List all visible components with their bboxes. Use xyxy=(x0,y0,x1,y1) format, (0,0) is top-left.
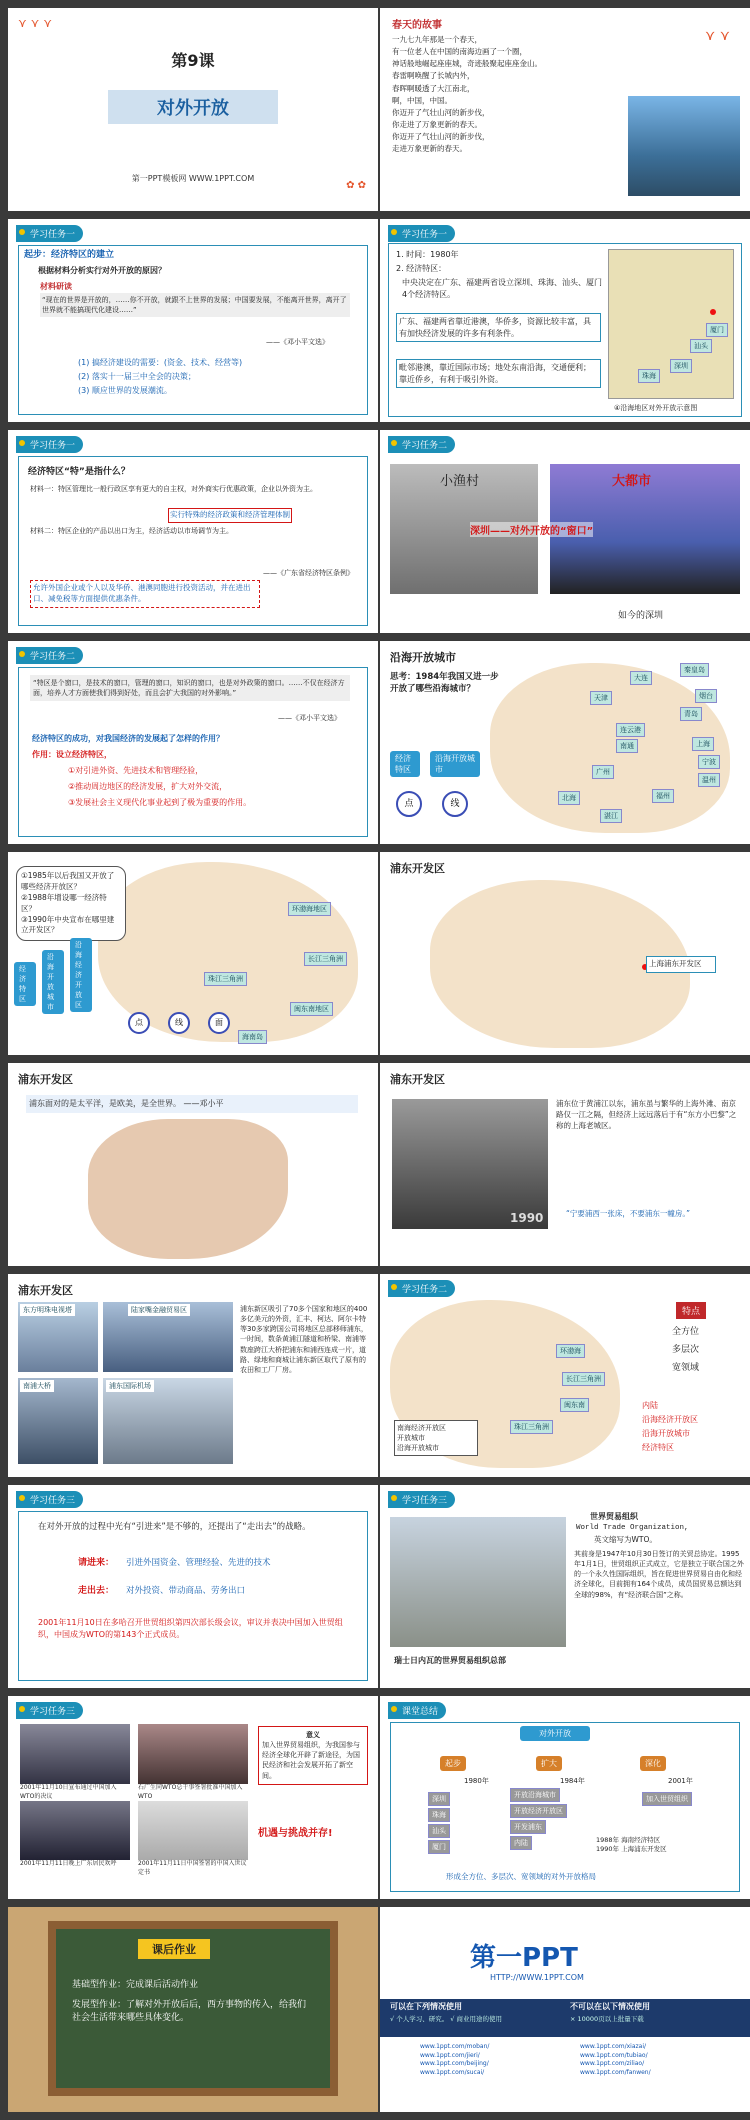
wto-name-en: World Trade Organization, xyxy=(576,1524,689,1532)
photo-caption: 石广生同WTO总干事签署批准中国加入WTO xyxy=(138,1784,248,1801)
go-out-text: 对外投资、带动商品、劳务出口 xyxy=(126,1586,246,1596)
slide-spring-story xyxy=(380,8,750,211)
lesson-number: 第9课 xyxy=(171,51,215,70)
region-label: 闽东南地区 xyxy=(290,1002,333,1016)
slide-expand xyxy=(8,852,378,1055)
slide-role xyxy=(8,641,378,844)
go-out-label: 走出去： xyxy=(78,1586,115,1596)
coastal-tag: 沿海开放城市 xyxy=(430,751,480,777)
region-label: 闽东南 xyxy=(560,1398,589,1412)
slide-coastal-cities xyxy=(380,641,750,844)
city-label: 天津 xyxy=(590,691,612,705)
photo-caption: 2001年11月11日中国签署的中国入世议定书 xyxy=(138,1860,247,1876)
poem-text: 一九七九年那是一个春天， 有一位老人在中国的南海边画了一个圈， 神话般地崛起座座城，奇迹般聚起座座金山。 春雷啊唤醒了长城内外， 春晖啊暖透了大江南北， 啊，中国，中国。 你迈开了气壮山河的新步伐， 你走进了万象更新的春天。 你迈开了气壮山河的新步伐， 走进万象更新的春天。 xyxy=(392,35,542,154)
slide-heading: 浦东开发区 xyxy=(390,862,445,875)
material-source: ——《广东省经济特区条例》 xyxy=(263,569,354,577)
slide-wto xyxy=(380,1485,750,1688)
city-label: 福州 xyxy=(652,789,674,803)
area-node: 面 xyxy=(208,1012,230,1034)
material-title: 材料研读 xyxy=(40,282,72,291)
stage-node: 深化 xyxy=(640,1756,666,1771)
expand-node: 内陆 xyxy=(510,1836,532,1850)
slide-sez xyxy=(380,219,750,422)
feature-tag: 特点 xyxy=(676,1302,706,1319)
pudong-now-desc: 浦东新区吸引了70多个国家和地区的400多亿美元的外资，汇丰、柯达、阿尔卡特等30多家跨国公司将地区总部移师浦东，一时间，数条黄浦江隧道和桥梁、南浦等数座跨江大桥把浦东和浦西连成一片，道路、绿地和商城让浦东新区取代了原有的农田和工厂厂房。 xyxy=(240,1305,368,1374)
stage-node: 起步 xyxy=(440,1756,466,1771)
photo-tag: 东方明珠电视塔 xyxy=(20,1304,75,1316)
city-label: 大连 xyxy=(630,671,652,685)
region-label: 长江三角洲 xyxy=(304,952,347,966)
city-label: 汕头 xyxy=(690,339,712,353)
sez-desc: 中央决定在广东、福建两省设立深圳、珠海、汕头、厦门4个经济特区。 xyxy=(402,278,602,299)
window-banner: 深圳——对外开放的“窗口” xyxy=(470,522,593,537)
slide-heading: 浦东开发区 xyxy=(18,1284,73,1297)
bird-icon: ⋎ ⋎ xyxy=(705,28,730,44)
photo-caption: 2001年11月10日宣布通过中国加入WTO的决议 xyxy=(20,1784,130,1801)
slide-homework xyxy=(8,1907,378,2112)
sez-reason: 广东、福建两省靠近港澳，华侨多，资源比较丰富，具有加快经济发展的许多有利条件。 xyxy=(396,313,601,342)
folk-saying: “宁要浦西一张床，不要浦东一幢房。” xyxy=(566,1209,691,1218)
task-badge: 学习任务三 xyxy=(388,1491,455,1508)
village-label: 小渔村 xyxy=(440,474,480,489)
sez-node: 珠海 xyxy=(428,1808,450,1822)
sez-tag: 经济特区 xyxy=(390,751,420,777)
role-point: ②推动周边地区的经济发展，扩大对外交流， xyxy=(68,782,228,791)
meaning-box: 意义 加入世界贸易组织，为我国参与经济全球化开辟了新途径，为国民经济和社会发展开拓了新空间。 xyxy=(258,1726,368,1785)
city-label: 连云港 xyxy=(616,723,645,737)
year-label: 1990 xyxy=(510,1211,544,1225)
quote-source: ——《邓小平文选》 xyxy=(278,714,341,722)
city-label: 上海 xyxy=(692,737,714,751)
region-label: 珠江三角洲 xyxy=(204,972,247,986)
photo-tag: 南浦大桥 xyxy=(20,1380,54,1392)
pudong-label: 上海浦东开发区 xyxy=(646,956,716,973)
link-list: www.1ppt.com/xiazai/ www.1ppt.com/tubiao/ www.1ppt.com/ziliao/ www.1ppt.com/fanwen/ xyxy=(580,2043,651,2077)
reason-1: (1) 搞经济建设的需要：(资金、技术、经营等) xyxy=(78,358,243,367)
photo xyxy=(138,1800,248,1860)
year-label: 1984年 xyxy=(560,1777,585,1785)
slide-going-out xyxy=(8,1485,378,1688)
photo-caption: 2001年11月11日晚上广东居民欢呼 xyxy=(20,1860,130,1869)
wto-building-photo xyxy=(390,1517,566,1647)
bring-in-text: 引进外国资金、管理经验、先进的技术 xyxy=(126,1558,271,1568)
role-heading: 作用：设立经济特区， xyxy=(32,750,112,759)
slide-summary xyxy=(380,1696,750,1899)
reason-2: (2) 落实十一届三中全会的决策； xyxy=(78,372,196,381)
trait: 多层次 xyxy=(672,1345,700,1355)
slide-heading: 沿海开放城市 xyxy=(390,651,456,664)
root-node: 对外开放 xyxy=(520,1726,590,1741)
slide-heading: 浦东开发区 xyxy=(18,1073,73,1086)
photo-tag: 浦东国际机场 xyxy=(106,1380,154,1392)
poem-heading: 春天的故事 xyxy=(392,20,442,31)
task-badge: 学习任务三 xyxy=(16,1491,83,1508)
map-legend: 南海经济开放区 开放城市 沿海开放城市 xyxy=(394,1420,478,1456)
task-badge: 学习任务一 xyxy=(388,225,455,242)
region-label: 海南岛 xyxy=(238,1030,267,1044)
material-text: “现在的世界是开放的，……你不开放，就跟不上世界的发展；中国要发展，不能离开世界，离开了世界就不能搞现代化建设……” xyxy=(40,293,350,317)
intro: 在对外开放的过程中光有“引进来”是不够的，还提出了“走出去”的战略。 xyxy=(38,1522,311,1532)
city-skyline-photo xyxy=(628,96,740,196)
city-label: 南通 xyxy=(616,739,638,753)
sez-node: 深圳 xyxy=(428,1792,450,1806)
summary-text: 形成全方位、多层次、宽领域的对外开放格局 xyxy=(446,1872,596,1881)
old-pudong-photo xyxy=(392,1099,548,1229)
city-label: 温州 xyxy=(698,773,720,787)
allowed-title: 可以在下列情况使用 xyxy=(390,2002,462,2011)
task-badge: 学习任务二 xyxy=(388,436,455,453)
deepen-node: 加入世贸组织 xyxy=(642,1792,692,1806)
year-label: 1980年 xyxy=(464,1777,489,1785)
stage-node: 扩大 xyxy=(536,1756,562,1771)
zone-tag: 沿海经济开放区 xyxy=(70,938,92,1012)
photo-tag: 陆家嘴金融贸易区 xyxy=(128,1304,190,1316)
homework-extended: 发展型作业：了解对外开放后后，西方事物的传入，给我们社会生活带来哪些具体变化。 xyxy=(72,2000,307,2024)
slide-special xyxy=(8,430,378,633)
trait: 全方位 xyxy=(672,1327,700,1337)
start-heading: 起步：经济特区的建立 xyxy=(24,250,115,260)
homework-basic: 基础型作业：完成课后活动作业 xyxy=(72,1980,199,1990)
slide-title xyxy=(8,8,378,211)
slide-origin xyxy=(8,219,378,422)
role-point: ③发展社会主义现代化事业起到了极为重要的作用。 xyxy=(68,798,252,807)
city-marker xyxy=(710,309,716,315)
expand-node: 开放经济开放区 xyxy=(510,1804,567,1818)
question-bubble: ①1985年以后我国又开放了哪些经济开放区？ ②1988年增设哪一经济特区？ ③1990年中央宣布在哪里建立开发区？ xyxy=(16,866,126,941)
task-badge: 学习任务三 xyxy=(16,1702,83,1719)
pudong-desc: 浦东位于黄浦江以东，浦东虽与繁华的上海外滩、南京路仅一江之隔，但经济上远远落后于有“东方小巴黎”之称的上海老城区。 xyxy=(556,1099,737,1130)
city-label: 厦门 xyxy=(706,323,728,337)
allowed-text: √ 个人学习、研究。 √ 商业用途的使用 xyxy=(390,2015,502,2023)
wto-desc: 其前身是1947年10月30日签订的关贸总协定。1995年1月1日，世贸组织正式成立，它是独立于联合国之外的一个永久性国际组织，旨在促进世界贸易自由化和经济全球化，目前拥有164个成员，成员国贸易总额达到全球的98%，有“经济联合国”之称。 xyxy=(574,1550,744,1599)
map-caption: ④沿海地区对外开放示意图 xyxy=(614,404,698,412)
photo xyxy=(20,1800,130,1860)
sez-label: 2. 经济特区： xyxy=(396,264,447,273)
bird-icon: ⋎ ⋎ ⋎ xyxy=(18,16,52,30)
region-label: 环渤海地区 xyxy=(288,902,331,916)
expand-node: 开发浦东 xyxy=(510,1820,546,1834)
role-point: ①对引进外资、先进技术和管理经验， xyxy=(68,766,204,775)
slide-brand xyxy=(380,1907,750,2112)
summary-badge: 课堂总结 xyxy=(388,1702,446,1719)
task-badge: 学习任务二 xyxy=(388,1280,455,1297)
slide-pudong-now xyxy=(8,1274,378,1477)
link-list: www.1ppt.com/moban/ www.1ppt.com/jieri/ www.1ppt.com/beijing/ www.1ppt.com/sucai/ xyxy=(420,2043,490,2077)
point-node: 点 xyxy=(396,791,422,817)
sez-node: 厦门 xyxy=(428,1840,450,1854)
logo-text: 第一PPT xyxy=(470,1943,578,1973)
slide-pudong-map xyxy=(380,852,750,1055)
task-badge: 学习任务一 xyxy=(16,225,83,242)
photo-caption: 瑞士日内瓦的世界贸易组织总部 xyxy=(394,1656,506,1665)
slide-join-wto xyxy=(8,1696,378,1899)
trait: 宽领域 xyxy=(672,1363,700,1373)
pudong-map xyxy=(88,1119,288,1259)
question: 经济特区“特”是指什么？ xyxy=(28,467,130,477)
time-line: 1. 时间：1980年 xyxy=(396,250,459,259)
material-one: 材料一：特区管理比一般行政区享有更大的自主权，对外商实行优惠政策，企业以外资为主。 xyxy=(30,485,317,493)
zone-label: 经济特区 xyxy=(642,1443,674,1452)
expand-node: 开放沿海城市 xyxy=(510,1788,560,1802)
city-label: 大都市 xyxy=(612,474,652,489)
line-node: 线 xyxy=(442,791,468,817)
homework-title: 课后作业 xyxy=(138,1939,210,1959)
answer: 允许外国企业或个人以及华侨、港澳同胞进行投资活动，并在进出口、减免税等方面提供优惠条件。 xyxy=(30,580,260,608)
slide-heading: 浦东开发区 xyxy=(390,1073,445,1086)
reason-3: (3) 顺应世界的发展潮流。 xyxy=(78,386,172,395)
material-source: ——《邓小平文选》 xyxy=(266,338,329,346)
city-label: 珠海 xyxy=(638,369,660,383)
site-label: 第一PPT模板网 WWW.1PPT.COM xyxy=(131,174,255,183)
year-label: 2001年 xyxy=(668,1777,693,1785)
city-label: 广州 xyxy=(592,765,614,779)
sez-tag: 经济特区 xyxy=(14,962,36,1006)
city-label: 湛江 xyxy=(600,809,622,823)
task-badge: 学习任务一 xyxy=(16,436,83,453)
sez-node: 汕头 xyxy=(428,1824,450,1838)
slide-pudong-1990 xyxy=(380,1063,750,1266)
city-label: 青岛 xyxy=(680,707,702,721)
forbidden-title: 不可以在以下情况使用 xyxy=(570,2002,650,2011)
zone-label: 沿海经济开放区 xyxy=(642,1415,698,1424)
task-badge: 学习任务二 xyxy=(16,647,83,664)
city-label: 深圳 xyxy=(670,359,692,373)
photo-caption: 如今的深圳 xyxy=(618,611,664,621)
slogan: 机遇与挑战并存! xyxy=(258,1828,333,1839)
zone-label: 内陆 xyxy=(642,1401,658,1410)
city-label: 烟台 xyxy=(695,689,717,703)
city-label: 秦皇岛 xyxy=(680,663,709,677)
forbidden-text: × 10000页以上批量下载 xyxy=(570,2015,644,2023)
material-two: 材料二：特区企业的产品以出口为主，经济活动以市场调节为主。 xyxy=(30,527,233,535)
line-node: 线 xyxy=(168,1012,190,1034)
blossom-icon: ✿ ✿ xyxy=(346,180,366,191)
think-question: 思考：1984年我国又进一步开放了哪些沿海城市？ xyxy=(390,672,499,695)
photo xyxy=(138,1724,248,1784)
city-label: 北海 xyxy=(558,791,580,805)
quote: “特区是个窗口，是技术的窗口，管理的窗口，知识的窗口，也是对外政策的窗口。……不仅在经济方面，培养人才方面使我们得到好处，而且会扩大我国的对外影响。” xyxy=(30,675,350,701)
site-url: HTTP://WWW.1PPT.COM xyxy=(490,1973,584,1982)
photo xyxy=(20,1724,130,1784)
region-label: 长江三角洲 xyxy=(562,1372,605,1386)
city-label: 宁波 xyxy=(698,755,720,769)
wto-abbr: 英文缩写为WTO。 xyxy=(594,1535,657,1544)
slide-pudong-quote xyxy=(8,1063,378,1266)
coastal-tag: 沿海开放城市 xyxy=(42,950,64,1014)
region-label: 环渤海 xyxy=(556,1344,585,1358)
highlight: 实行特殊的经济政策和经济管理体制 xyxy=(168,508,292,523)
bring-in-label: 请进来： xyxy=(78,1558,115,1568)
wto-note: 2001年11月10日在多哈召开世贸组织第四次部长级会议，审议并表决中国加入世贸组织，中国成为WTO的第143个正式成员。 xyxy=(38,1618,343,1639)
wto-name-cn: 世界贸易组织 xyxy=(590,1512,638,1521)
slide-pattern xyxy=(380,1274,750,1477)
quote: 浦东面对的是太平洋，是欧美，是全世界。 ——邓小平 xyxy=(26,1095,358,1113)
zone-label: 沿海开放城市 xyxy=(642,1429,690,1438)
slide-shenzhen xyxy=(380,430,750,633)
question: 经济特区的成功，对我国经济的发展起了怎样的作用？ xyxy=(32,734,224,743)
milestone: 1988年 海南经济特区 1990年 上海浦东开发区 xyxy=(596,1836,667,1854)
region-label: 珠江三角洲 xyxy=(510,1420,553,1434)
point-node: 点 xyxy=(128,1012,150,1034)
sez-advantage: 毗邻港澳，靠近国际市场；地处东南沿海，交通便利；靠近侨乡，有利于吸引外资。 xyxy=(396,359,601,388)
lesson-title: 对外开放 xyxy=(108,90,278,124)
question: 根据材料分析实行对外开放的原因？ xyxy=(38,266,166,275)
